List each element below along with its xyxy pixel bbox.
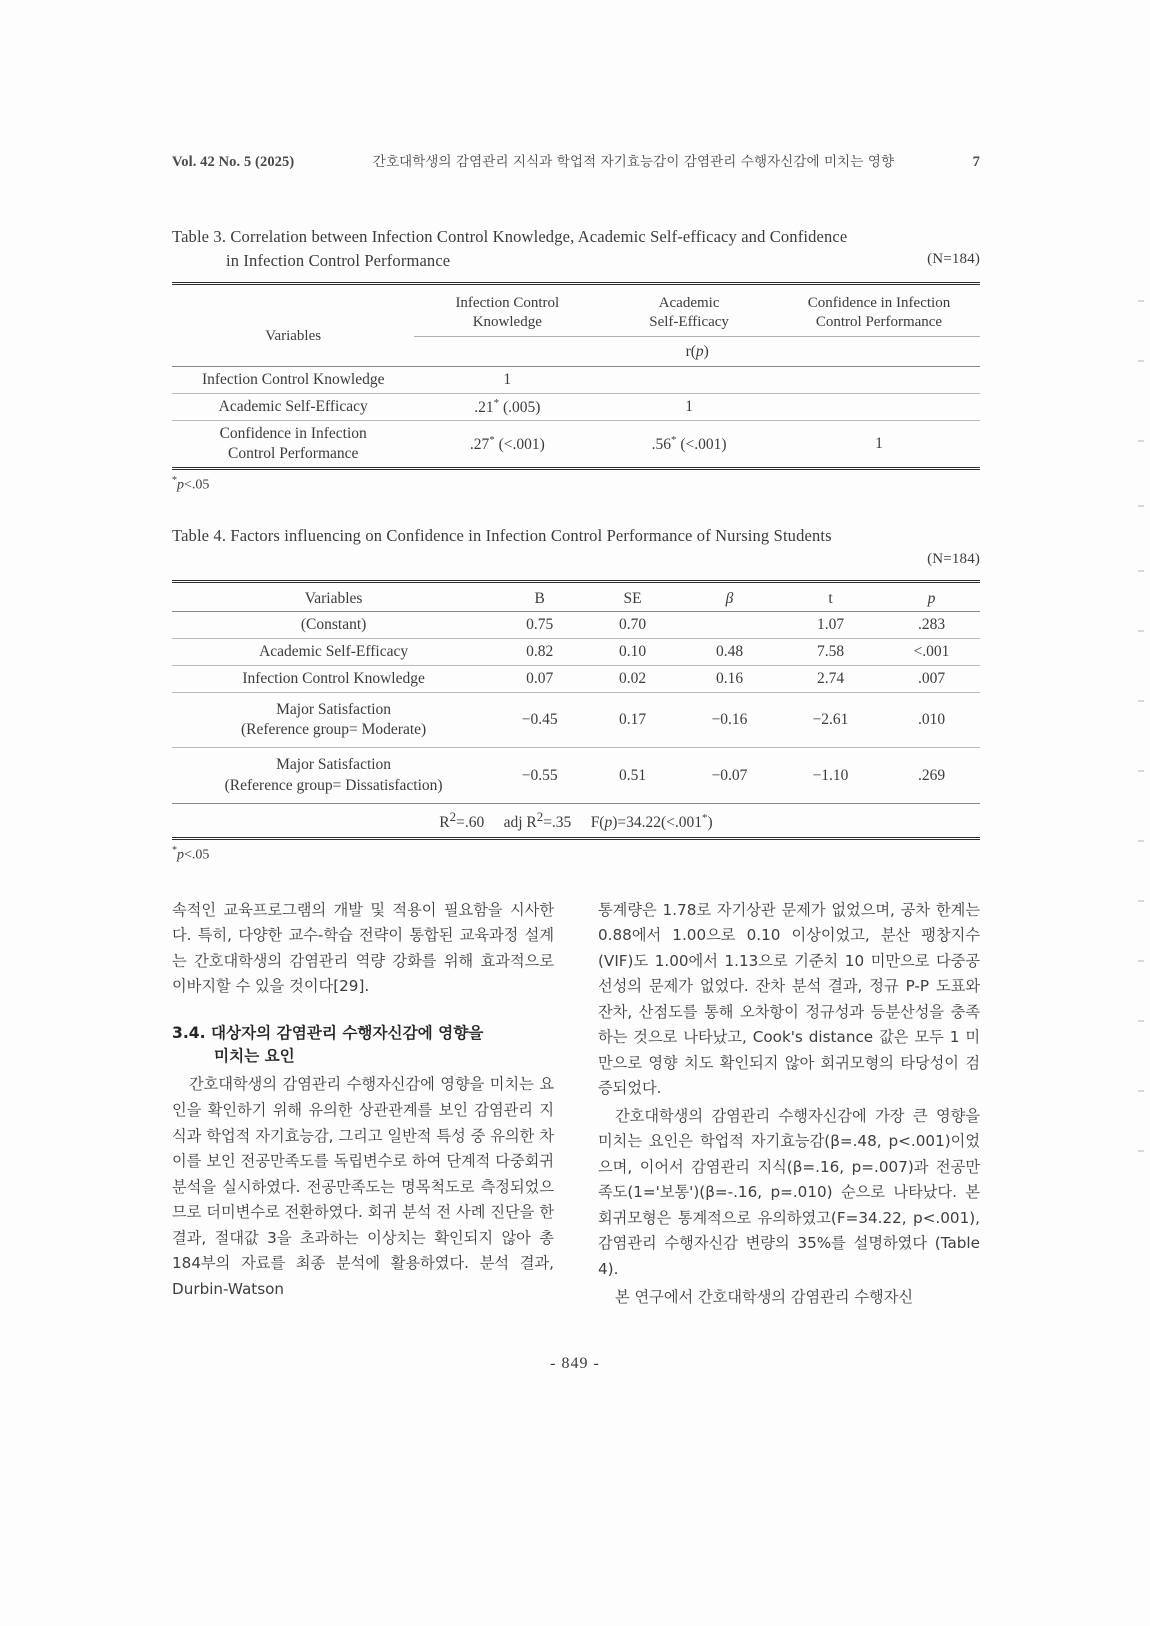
table-3-caption-line-2: in Infection Control Performance [226,250,451,270]
table-row [172,666,980,693]
table-4-cell-p: .007 [917,670,946,688]
table-4-row-label: Academic Self-Efficacy [259,642,409,660]
page-footer-number: - 849 - [550,1355,600,1372]
page-content [172,150,980,1312]
paragraph: 간호대학생의 감염관리 수행자신감에 영향을 미치는 요인을 확인하기 위해 유의한 상관관계를 보인 감염관리 지식과 학업적 자기효능감, 그리고 일반적 특성 중 유의한 차이를 보인 전공만족도를 독립변수로 하여 단계적 다중회귀분석을 실시하였다. 전공만족도는 명목척도로 측정되었으므로 더미변수로 전환하였다. 회귀 분석 전 사례 진단을 한 결과, 절대값 3을 초과하는 이상치는 확인되지 않아 총 184부의 자료를 최종 분석에 활용하였다. 분석 결과, Durbin-Watson [172,1075,554,1298]
table-row [172,421,980,468]
table-row [172,693,980,748]
table-3-row-label: Confidence in Infection Control Performance [219,425,367,463]
running-head [172,150,980,171]
table-row [172,366,980,393]
table-row [172,611,980,638]
table-4-row-label: Major Satisfaction (Reference group= Dissatisfaction) [224,756,443,794]
table-3-sample-size: (N=184) [927,250,980,267]
table-3-footnote: *p<.05 [172,475,210,494]
table-4-cell-se: 0.51 [618,766,647,784]
table-4-f-statistic: F(p)=34.22(<.001*) [590,811,713,831]
section-heading-line-2: 미치는 요인 [214,1047,295,1066]
table-3-header-col-1: Infection Control Knowledge [455,294,560,331]
table-4-header-beta: β [725,589,734,607]
table-4-cell-p: <.001 [913,642,950,660]
table-4-r-squared: $R^2=.60$ [439,808,485,831]
table-3-block [172,225,980,494]
table-4-cell-se: 0.70 [618,615,647,633]
table-4-cell-p: .283 [917,615,946,633]
table-4-cell-p: .269 [917,766,946,784]
table-3-cell-value: .21* (.005) [474,396,541,417]
table-4-cell-t: 7.58 [816,642,845,660]
table-3-row-label: Infection Control Knowledge [201,370,385,388]
section-heading-3-4 [172,1022,554,1069]
table-4-caption-line-1: Table 4. Factors influencing on Confidence in Infection Control Performance of Nursing Students [172,526,832,546]
table-4-model-summary-row [172,803,980,837]
table-3 [172,282,980,471]
scan-edge-artifacts [1136,300,1144,1200]
paragraph: 속적인 교육프로그램의 개발 및 적용이 필요함을 시사한다. 특히, 다양한 교수-학습 전략이 통합된 교육과정 설계는 간호대학생의 감염관리 역량 강화를 위해 효과적으로 이바지할 수 있을 것이다[29]. [172,900,554,996]
table-4-header-se: SE [623,589,642,607]
table-4-cell-beta: 0.48 [715,642,744,660]
journal-volume: Vol. 42 No. 5 (2025) [172,154,295,170]
table-4-cell-beta: −0.16 [711,711,748,729]
table-3-header-col-2: Academic Self-Efficacy [649,294,729,331]
table-4-cell-t: 2.74 [816,670,845,688]
left-column [172,898,554,1313]
table-4-cell-b: −0.55 [521,766,558,784]
table-3-caption [172,225,980,273]
right-column [598,898,980,1313]
table-3-header-variables: Variables [265,328,322,345]
table-4-row-label: (Constant) [300,615,367,633]
body-columns [172,898,980,1313]
table-3-cell-value: .56* (<.001) [651,434,727,454]
section-heading-line-1: 3.4. 대상자의 감염관리 수행자신감에 영향을 [172,1023,484,1042]
table-4-cell-b: 0.75 [526,615,554,633]
table-4-model-summary [172,803,980,837]
table-4-cell-se: 0.02 [618,670,647,688]
table-3-cell-value: .27* (<.001) [469,434,545,454]
table-row [172,638,980,665]
table-3-cell-value [778,393,980,420]
table-4-cell-t: −1.10 [812,766,849,784]
table-4-adj-r-squared: adj $R^2=.35$ [503,808,572,831]
table-3-span-label: r(p) [414,336,980,366]
table-4-footnote: *p<.05 [172,844,210,863]
table-3-cell-value: 1 [685,398,693,416]
paragraph: 본 연구에서 간호대학생의 감염관리 수행자신 [615,1287,914,1306]
table-3-header-col-3: Confidence in Infection Control Performance [807,294,951,331]
table-4-header-p: p [927,589,936,607]
table-4-cell-se: 0.17 [618,711,647,729]
table-4-cell-beta: −0.07 [711,766,748,784]
table-4-header-row [172,581,980,611]
paragraph: 통계량은 1.78로 자기상관 문제가 없었으며, 공차 한계는 0.88에서 1.00으로 0.10 이상이었고, 분산 팽창지수(VIF)도 1.00에서 1.13으로 기준치 10 미만으로 다중공선성의 문제가 없었다. 잔차 분석 결과, 정규 P-P 도표와 잔차, 산점도를 통해 오차항이 정규성과 등분산성을 충족하는 것으로 나타났고, Cook's distance 값은 모두 1 미만으로 영향 치도 확인되지 않아 회귀모형의 타당성이 검증되었다. [598,900,980,1098]
table-3-header-row [172,283,980,336]
table-4-cell-beta [681,611,778,638]
table-3-cell-value: 1 [503,370,512,388]
table-4-header-variables: Variables [304,589,363,607]
table-4-block [172,524,980,863]
table-3-cell-value [600,366,778,393]
running-head-page-number: 7 [972,154,980,170]
table-4-cell-beta: 0.16 [715,670,744,688]
table-4-cell-p: .010 [917,711,946,729]
table-3-bottom-rule [172,467,980,469]
table-4-cell-b: 0.82 [526,642,554,660]
table-4-row-label: Infection Control Knowledge [242,670,425,688]
table-3-cell-value: 1 [875,435,883,453]
article-running-title: 간호대학생의 감염관리 지식과 학업적 자기효능감이 감염관리 수행자신감에 미치는 영향 [372,154,895,170]
table-4-row-label: Major Satisfaction (Reference group= Moderate) [241,701,427,739]
table-4-cell-b: 0.07 [526,670,554,688]
table-4-bottom-rule [172,837,980,839]
table-row [172,393,980,420]
table-4 [172,580,980,840]
table-row [172,748,980,803]
table-3-cell-value [778,366,980,393]
table-4-cell-se: 0.10 [618,642,647,660]
table-4-caption [172,524,980,571]
table-4-header-t: t [828,589,833,607]
table-4-cell-t: 1.07 [816,615,845,633]
table-3-caption-line-1: Table 3. Correlation between Infection Control Knowledge, Academic Self-efficacy and Confidence [172,227,848,246]
paragraph: 간호대학생의 감염관리 수행자신감에 가장 큰 영향을 미치는 요인은 학업적 자기효능감(β=.48, p<.001)이었으며, 이어서 감염관리 지식(β=.16, p=.007)과 전공만족도(1='보통')(β=-.16, p=.010) 순으로 나타났다. 본 회귀모형은 통계적으로 유의하였고(F=34.22, p<.001), 감염관리 수행자신감 변량의 35%를 설명하였다 (Table 4). [598,1106,980,1278]
table-4-sample-size: (N=184) [927,551,980,567]
table-4-header-b: B [534,589,545,607]
table-4-cell-b: −0.45 [521,711,558,729]
table-4-cell-t: −2.61 [812,711,849,729]
table-3-row-label: Academic Self-Efficacy [218,397,368,415]
